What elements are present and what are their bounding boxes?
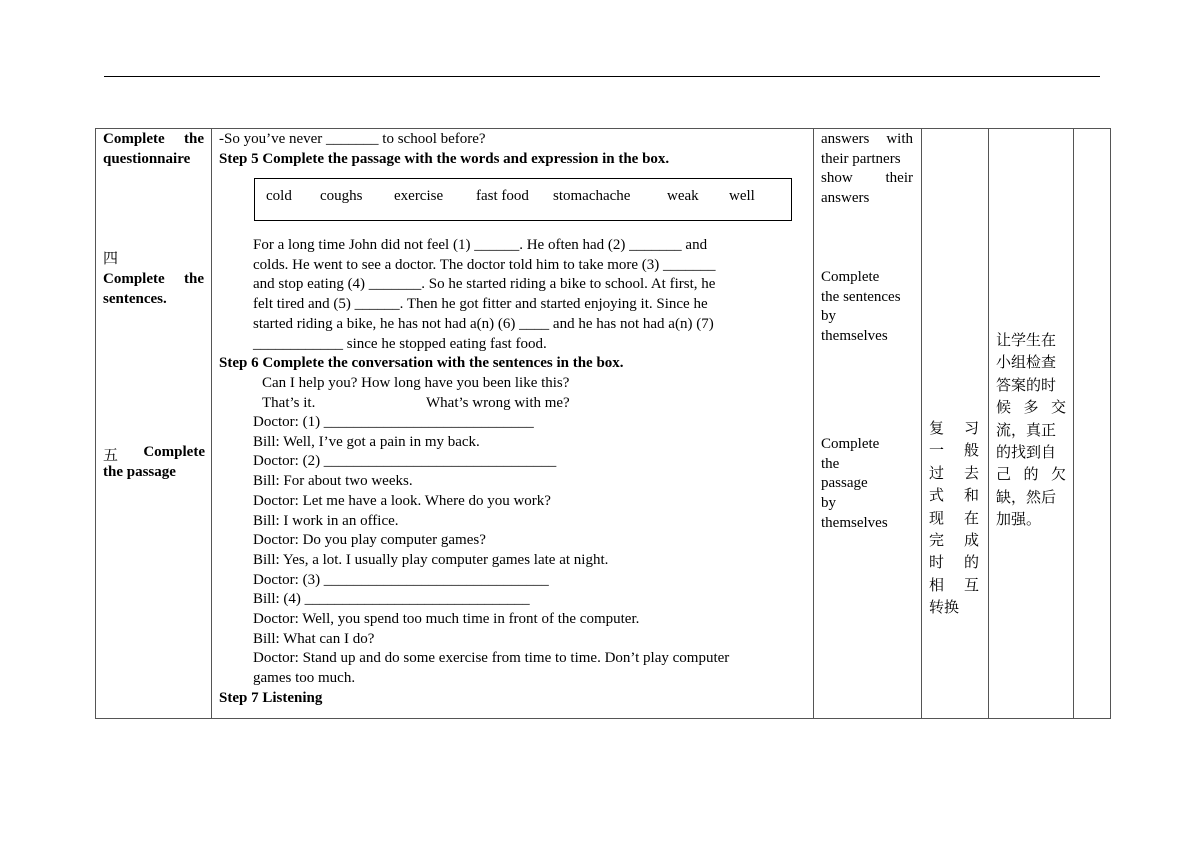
section-passage-word2: the passage xyxy=(103,464,176,480)
lesson-plan-table xyxy=(95,128,1111,719)
notes-line: 答案的时 xyxy=(996,375,1057,394)
cn-char: 的 xyxy=(963,553,979,572)
sentence-box-line: Can I help you? How long have you been like this? xyxy=(262,375,570,391)
dialogue-line: Doctor: (1) ____________________________ xyxy=(253,414,534,430)
section-questionnaire: Complete the questionnaire xyxy=(103,131,204,167)
passage-line: colds. He went to see a doctor. The doctor told him to take more (3) _______ xyxy=(253,256,716,273)
dialogue-line: Bill: What can I do? xyxy=(253,630,375,647)
student-activity-sentences xyxy=(821,268,916,347)
notes-line: 己的欠 xyxy=(996,465,1066,484)
activity-line: the xyxy=(821,455,840,472)
activity-line: passage xyxy=(821,475,868,492)
notes-line: 让学生在 xyxy=(996,331,1057,349)
step5-title: Step 5 Complete the passage with the words and expression in the box. xyxy=(219,151,670,167)
notes-line: 的找到自 xyxy=(996,442,1057,461)
dialogue-line: Bill: I work in an office. xyxy=(253,512,399,529)
section-number-5: 五 xyxy=(103,446,119,464)
column-design-intent xyxy=(922,129,989,719)
step7-title: Step 7 Listening xyxy=(219,690,323,706)
dialogue-line: Bill: (4) ______________________________ xyxy=(253,591,530,608)
dialogue xyxy=(253,413,808,689)
activity-line: Complete xyxy=(821,269,880,285)
activity-line: their partners xyxy=(821,150,901,167)
activity-line: the sentences xyxy=(821,288,901,305)
activity-line: by xyxy=(821,308,836,325)
word-item: stomachache xyxy=(553,188,631,204)
cn-char: 互 xyxy=(963,575,979,594)
activity-line: show their xyxy=(821,170,913,187)
word-item: fast food xyxy=(476,188,529,204)
notes-line: 候多交 xyxy=(996,398,1066,417)
word-item: coughs xyxy=(320,188,363,204)
dialogue-line: Doctor: Do you play computer games? xyxy=(253,532,486,549)
student-activity-answers xyxy=(821,130,913,209)
column-section xyxy=(96,129,212,719)
cn-char: 般 xyxy=(963,441,979,460)
intro-line: -So you’ve never _______ to school before? xyxy=(219,131,486,147)
cn-char: 习 xyxy=(963,419,979,437)
dialogue-line: Doctor: (3) ______________________________ xyxy=(253,571,549,588)
word-item: cold xyxy=(266,188,292,204)
activity-line: themselves xyxy=(821,328,888,345)
section-passage-word1: Complete xyxy=(143,444,205,460)
notes-line: 加强。 xyxy=(996,510,1042,529)
student-activity-passage xyxy=(821,435,916,534)
dialogue-line: Doctor: Stand up and do some exercise from time to time. Don’t play computer xyxy=(253,650,730,667)
cn-char: 式 xyxy=(929,486,945,505)
dialogue-line: Doctor: Let me have a look. Where do you work? xyxy=(253,492,551,509)
activity-line: answers xyxy=(821,190,870,207)
section-number-4: 四 xyxy=(103,249,119,267)
word-item: weak xyxy=(667,188,699,204)
dialogue-line: Doctor: Well, you spend too much time in front of the computer. xyxy=(253,611,640,628)
dialogue-line: Doctor: (2) _______________________________ xyxy=(253,453,557,470)
cn-char: 成 xyxy=(963,530,979,549)
cn-char: 转换 xyxy=(929,598,960,617)
cn-char: 过 xyxy=(929,463,945,482)
cn-char: 一 xyxy=(929,441,945,460)
cn-char: 现 xyxy=(929,508,945,527)
passage-line: felt tired and (5) ______. Then he got fitter and started enjoying it. Since he xyxy=(253,296,708,313)
design-intent-text xyxy=(929,417,979,619)
passage-line: and stop eating (4) _______. So he started riding a bike to school. At first, he xyxy=(253,276,716,293)
notes-text xyxy=(996,329,1066,531)
column-activities xyxy=(212,129,814,719)
activity-line: Complete xyxy=(821,436,880,452)
passage-line: ____________ since he stopped eating fast food. xyxy=(253,335,547,352)
section-sentences: Complete the sentences. xyxy=(103,271,204,307)
passage xyxy=(253,236,784,354)
passage-line: started riding a bike, he has not had a(n) (6) ____ and he has not had a(n) (7) xyxy=(253,315,714,332)
column-student-activity xyxy=(814,129,922,719)
cn-char: 相 xyxy=(929,575,945,594)
word-box xyxy=(254,178,792,221)
dialogue-line: Bill: For about two weeks. xyxy=(253,473,413,490)
column-notes xyxy=(989,129,1074,719)
activity-line: by xyxy=(821,495,836,512)
word-item: exercise xyxy=(394,188,444,204)
step6-title: Step 6 Complete the conversation with the sentences in the box. xyxy=(219,355,624,371)
sentence-box-item: That’s it. xyxy=(262,395,316,411)
cn-char: 完 xyxy=(929,530,945,549)
dialogue-line: games too much. xyxy=(253,670,356,687)
notes-line: 缺，然后 xyxy=(996,487,1057,506)
cn-char: 在 xyxy=(963,508,979,527)
cn-char: 时 xyxy=(929,553,945,572)
header-rule xyxy=(104,76,1100,77)
passage-line: For a long time John did not feel (1) ______. He often had (2) _______ and xyxy=(253,237,708,253)
activity-line: answers with xyxy=(821,131,913,147)
activity-line: themselves xyxy=(821,514,888,531)
cn-char: 和 xyxy=(963,486,979,505)
cn-char: 复 xyxy=(929,419,945,437)
notes-line: 流，真正 xyxy=(996,420,1057,439)
dialogue-line: Bill: Well, I’ve got a pain in my back. xyxy=(253,433,480,450)
sentence-box-item: What’s wrong with me? xyxy=(426,395,570,411)
notes-line: 小组检查 xyxy=(996,353,1057,372)
word-item: well xyxy=(729,188,755,204)
cn-char: 去 xyxy=(963,463,979,482)
dialogue-line: Bill: Yes, a lot. I usually play computer games late at night. xyxy=(253,551,609,568)
column-empty xyxy=(1074,129,1111,719)
